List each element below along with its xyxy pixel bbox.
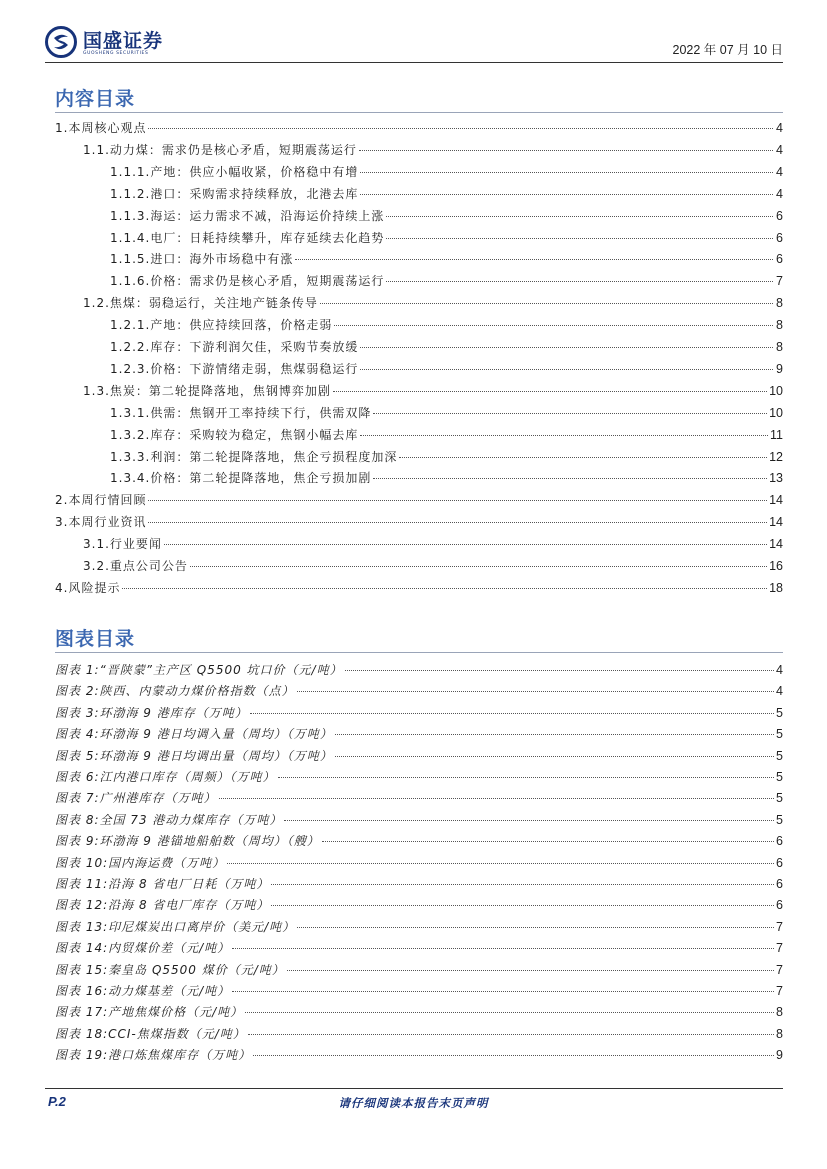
figure-entry-label: 图表 17:产地焦煤价格（元/吨） [55, 1005, 244, 1020]
dot-leader [386, 281, 773, 282]
toc-entry[interactable] [83, 142, 783, 162]
figure-entry-page: 4 [776, 663, 783, 677]
figure-entry[interactable] [55, 1047, 783, 1067]
dot-leader [360, 194, 773, 195]
figure-entry-label: 图表 9:环渤海 9 港锚地船舶数（周均）（艘） [55, 834, 320, 849]
toc-entry-label: 1.3.2.库存：采购较为稳定，焦钢小幅去库 [110, 427, 359, 442]
toc-entry-page: 14 [769, 537, 783, 552]
logo-icon [45, 26, 77, 58]
figure-entry[interactable] [55, 940, 783, 960]
figure-entry[interactable] [55, 833, 783, 853]
dot-leader [232, 948, 774, 949]
figure-entry-page: 6 [776, 855, 783, 870]
figure-entry-label: 图表 7:广州港库存（万吨） [55, 791, 217, 806]
figure-entry[interactable] [55, 683, 783, 703]
footer-disclaimer: 请仔细阅读本报告末页声明 [338, 1096, 489, 1110]
toc-entry[interactable] [83, 383, 783, 403]
toc-entry-page: 13 [769, 471, 783, 486]
toc-entry-label: 4.风险提示 [55, 580, 121, 595]
toc-entry[interactable] [110, 208, 783, 228]
figure-entry-page: 5 [776, 770, 783, 784]
header-divider [45, 62, 783, 63]
figure-entry-page: 5 [776, 791, 783, 806]
toc-entry-label: 1.1.动力煤：需求仍是核心矛盾，短期震荡运行 [83, 142, 357, 157]
dot-leader [245, 1012, 774, 1013]
dot-leader [386, 238, 773, 239]
toc-entry-page: 11 [770, 427, 783, 442]
figure-entry-page: 5 [776, 727, 783, 742]
toc-entry-label: 1.3.3.利润：第二轮提降落地，焦企亏损程度加深 [110, 449, 398, 464]
figure-entry-page: 6 [776, 898, 783, 913]
dot-leader [360, 369, 773, 370]
toc-entry-label: 1.1.4.电厂：日耗持续攀升，库存延续去化趋势 [110, 230, 385, 245]
dot-leader [248, 1034, 774, 1035]
figure-entry-page: 7 [776, 962, 783, 977]
dot-leader [333, 391, 767, 392]
dot-leader [335, 756, 774, 757]
dot-leader [297, 691, 775, 692]
toc-entry[interactable] [110, 470, 783, 490]
dot-leader [148, 522, 767, 523]
dot-leader [297, 927, 774, 928]
logo-subtext: GUOSHENG SECURITIES [83, 51, 149, 56]
company-logo [45, 24, 205, 60]
figure-entry-label: 图表 8:全国 73 港动力煤库存（万吨） [55, 812, 283, 827]
toc-entry-label: 1.3.4.价格：第二轮提降落地，焦企亏损加剧 [110, 471, 372, 486]
figure-entry-page: 8 [776, 1026, 783, 1041]
toc-entry-page: 8 [776, 340, 783, 354]
toc-entry[interactable] [110, 230, 783, 250]
figure-entry-label: 图表 13:印尼煤炭出口离岸价（美元/吨） [55, 919, 296, 934]
toc-entry[interactable] [110, 449, 783, 469]
dot-leader [253, 1055, 774, 1056]
figure-entry-label: 图表 10:国内海运费（万吨） [55, 855, 226, 870]
figure-entry-page: 5 [776, 705, 783, 720]
toc-entry-page: 6 [776, 208, 783, 223]
toc-entry-page: 12 [769, 449, 783, 464]
toc-entry-label: 1.2.1.产地：供应持续回落，价格走弱 [110, 318, 333, 333]
dot-leader [232, 991, 774, 992]
figure-entry[interactable] [55, 919, 783, 939]
figure-entry[interactable] [55, 876, 783, 896]
figure-entry-label: 图表 3:环渤海 9 港库存（万吨） [55, 705, 248, 720]
figure-entry[interactable] [55, 812, 783, 832]
figure-entry[interactable] [55, 726, 783, 746]
dot-leader [287, 970, 774, 971]
toc-entry[interactable] [110, 164, 783, 184]
figure-entry-page: 8 [776, 1005, 783, 1020]
toc-entry[interactable] [83, 536, 783, 556]
figure-entry-page: 9 [776, 1048, 783, 1063]
dot-leader [399, 457, 767, 458]
dot-leader [219, 798, 775, 799]
toc-entry-label: 1.1.5.进口：海外市场稳中有涨 [110, 252, 294, 267]
figure-entry-label: 图表 18:CCI-焦煤指数（元/吨） [55, 1026, 246, 1041]
footer-divider [45, 1088, 783, 1089]
figure-entry-page: 5 [776, 812, 783, 827]
figures-title: 图表目录 [55, 628, 136, 650]
toc-entry-page: 6 [776, 252, 783, 267]
toc-entry-page: 14 [769, 493, 783, 508]
dot-leader [295, 259, 773, 260]
toc-entry-page: 7 [776, 274, 783, 289]
dot-leader [122, 588, 767, 589]
toc-entry-label: 1.1.3.海运：运力需求不减，沿海运价持续上涨 [110, 208, 385, 223]
figure-entry[interactable] [55, 1026, 783, 1046]
dot-leader [322, 841, 774, 842]
figure-entry[interactable] [55, 962, 783, 982]
figure-entry-label: 图表 12:沿海 8 省电厂库存（万吨） [55, 898, 270, 913]
toc-entry[interactable] [55, 580, 783, 600]
figure-entry-page: 7 [776, 919, 783, 934]
toc-entry-label: 1.3.1.供需：焦钢开工率持续下行，供需双降 [110, 405, 372, 420]
toc-entry-page: 4 [776, 186, 783, 201]
toc-entry-label: 3.2.重点公司公告 [83, 559, 188, 573]
figure-entry[interactable] [55, 705, 783, 725]
dot-leader [360, 435, 768, 436]
figure-entry-label: 图表 1:“晋陕蒙”主产区 Q5500 坑口价（元/吨） [55, 663, 343, 677]
toc-entry-page: 8 [776, 296, 783, 311]
toc-entry-page: 4 [776, 142, 783, 157]
figure-entry[interactable] [55, 983, 783, 1003]
dot-leader [250, 713, 774, 714]
toc-entry[interactable] [55, 514, 783, 534]
dot-leader [164, 544, 767, 545]
toc-entry-page: 8 [776, 318, 783, 333]
toc-entry-page: 16 [769, 559, 783, 573]
toc-entry-page: 10 [769, 405, 783, 420]
dot-leader [148, 500, 767, 501]
figure-entry-page: 5 [776, 748, 783, 763]
toc-entry[interactable] [83, 295, 783, 315]
toc-entry[interactable] [110, 405, 783, 425]
toc-title: 内容目录 [55, 88, 136, 110]
toc-entry-label: 3.1.行业要闻 [83, 537, 162, 552]
figure-entry-label: 图表 16:动力煤基差（元/吨） [55, 984, 231, 998]
dot-leader [284, 820, 774, 821]
figure-entry-label: 图表 5:环渤海 9 港日均调出量（周均）（万吨） [55, 748, 333, 763]
toc-entry-label: 1.2.2.库存：下游利润欠佳，采购节奏放缓 [110, 340, 359, 354]
dot-leader [334, 325, 773, 326]
toc-entry-page: 18 [769, 580, 783, 595]
toc-entry-label: 2.本周行情回顾 [55, 493, 147, 508]
figure-entry-page: 7 [776, 984, 783, 998]
dot-leader [278, 777, 775, 778]
dot-leader [148, 128, 773, 129]
dot-leader [335, 734, 774, 735]
toc-entry-page: 10 [769, 383, 783, 398]
figure-entry-label: 图表 4:环渤海 9 港日均调入量（周均）（万吨） [55, 727, 333, 742]
figure-entry[interactable] [55, 897, 783, 917]
toc-entry-label: 1.3.焦炭：第二轮提降落地，焦钢博弈加剧 [83, 383, 331, 398]
dot-leader [359, 150, 773, 151]
dot-leader [271, 905, 774, 906]
report-date: 2022 年 07 月 10 日 [672, 43, 783, 57]
dot-leader [360, 347, 773, 348]
dot-leader [190, 566, 767, 567]
figure-entry[interactable] [55, 662, 783, 682]
footer-page-number: P.2 [48, 1094, 66, 1109]
toc-entry[interactable] [83, 558, 783, 578]
toc-entry-page: 9 [776, 361, 783, 376]
dot-leader [373, 413, 767, 414]
figure-entry[interactable] [55, 1004, 783, 1024]
dot-leader [345, 670, 774, 671]
toc-entry-label: 1.1.2.港口：采购需求持续释放，北港去库 [110, 186, 359, 201]
toc-entry[interactable] [110, 317, 783, 337]
dot-leader [320, 303, 773, 304]
toc-entry[interactable] [110, 186, 783, 206]
page-header [45, 24, 783, 60]
toc-entry-page: 4 [776, 121, 783, 135]
figure-entry[interactable] [55, 855, 783, 875]
figure-entry-label: 图表 14:内贸煤价差（元/吨） [55, 941, 231, 956]
toc-entry-label: 3.本周行业资讯 [55, 515, 147, 530]
figure-entry-label: 图表 2:陕西、内蒙动力煤价格指数（点） [55, 684, 295, 699]
figure-entry-label: 图表 19:港口炼焦煤库存（万吨） [55, 1048, 252, 1063]
figure-entry-label: 图表 11:沿海 8 省电厂日耗（万吨） [55, 877, 270, 891]
dot-leader [373, 478, 767, 479]
dot-leader [386, 216, 773, 217]
toc-entry-page: 6 [776, 230, 783, 245]
figure-entry[interactable] [55, 790, 783, 810]
figure-entry-page: 6 [776, 877, 783, 891]
toc-entry[interactable] [55, 120, 783, 140]
toc-title-rule [55, 112, 783, 113]
toc-entry[interactable] [110, 339, 783, 359]
logo-text: 国盛证券 [83, 30, 164, 52]
dot-leader [360, 172, 773, 173]
figure-entry[interactable] [55, 769, 783, 789]
figures-title-rule [55, 652, 783, 653]
figure-entry-page: 4 [776, 684, 783, 699]
toc-entry-page: 4 [776, 164, 783, 179]
figure-entry-page: 6 [776, 834, 783, 849]
dot-leader [227, 863, 774, 864]
figure-entry-page: 7 [776, 941, 783, 956]
figure-entry[interactable] [55, 748, 783, 768]
toc-entry-page: 14 [769, 515, 783, 530]
toc-entry-label: 1.2.焦煤：弱稳运行，关注地产链条传导 [83, 296, 318, 311]
toc-entry-label: 1.本周核心观点 [55, 121, 147, 135]
figure-entry-label: 图表 15:秦皇岛 Q5500 煤价（元/吨） [55, 962, 285, 977]
toc-entry[interactable] [110, 251, 783, 271]
toc-entry[interactable] [55, 492, 783, 512]
toc-entry-label: 1.1.6.价格：需求仍是核心矛盾，短期震荡运行 [110, 274, 385, 289]
toc-entry-label: 1.1.1.产地：供应小幅收紧，价格稳中有增 [110, 164, 359, 179]
toc-entry[interactable] [110, 361, 783, 381]
figure-entry-label: 图表 6:江内港口库存（周频）（万吨） [55, 770, 276, 784]
toc-entry-label: 1.2.3.价格：下游情绪走弱，焦煤弱稳运行 [110, 361, 359, 376]
toc-entry[interactable] [110, 273, 783, 293]
dot-leader [271, 884, 774, 885]
toc-entry[interactable] [110, 427, 783, 447]
